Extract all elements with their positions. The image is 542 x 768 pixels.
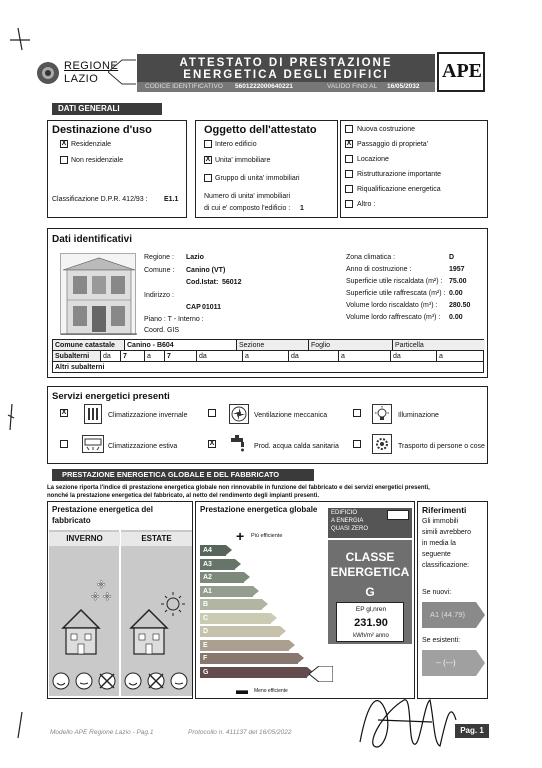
signature [360, 700, 456, 747]
se-esistenti-label: Se esistenti: [422, 637, 461, 644]
inverno-panel [49, 530, 120, 696]
anno-label: Anno di costruzione : [346, 266, 412, 273]
comune-label: Comune : [144, 267, 175, 274]
servizi-title: Servizi energetici presenti [52, 391, 170, 402]
valid-label: VALIDO FINO AL [327, 83, 378, 90]
ape-logo: APE [437, 52, 485, 92]
vol-raff-value: 0.00 [449, 314, 463, 321]
nuova-costruzione-label: Nuova costruzione [357, 126, 415, 133]
nuova-costruzione-checkbox[interactable] [345, 125, 353, 133]
radiator-icon [84, 404, 102, 424]
riqualificazione-label: Riqualificazione energetica [357, 186, 441, 193]
acqua-calda-checkbox[interactable]: X [209, 440, 215, 447]
classe-line-2: ENERGETICA [330, 565, 410, 579]
classe-value: G [365, 585, 375, 599]
region-name-line1: REGIONE [64, 60, 119, 72]
document-title-line1: ATTESTATO DI PRESTAZIONE [179, 57, 393, 69]
sub-a-label-2: a [243, 351, 289, 361]
estate-panel [121, 530, 192, 696]
coord-label: Coord. GIS [144, 327, 180, 334]
oggetto-box [195, 120, 338, 218]
globale-box [195, 501, 415, 699]
sub-da-label-2: da [197, 351, 243, 361]
sup-raff-label: Superficie utile raffrescata (m²) : [346, 290, 446, 297]
energy-class-label: A2 [203, 574, 212, 581]
sub-da-value: 7 [121, 351, 145, 361]
clima-invernale-label: Climatizzazione invernale [108, 412, 188, 419]
sub-da-label-3: da [289, 351, 339, 361]
comune-catastale-value: Canino - B604 [125, 340, 237, 350]
identificativi-box [47, 228, 488, 378]
illuminazione-checkbox[interactable] [353, 409, 361, 417]
energy-class-bar-a2 [200, 572, 244, 583]
classe-line-1: CLASSE [345, 550, 395, 564]
unita-immobiliare-checkbox[interactable]: X [205, 156, 211, 163]
prestazione-intro-1: La sezione riporta l'indice di prestazione energetica globale non rinnovabile in funzione del fabbricato e dei servizi energetici presenti, [47, 485, 430, 491]
servizi-box [47, 386, 488, 464]
ventilazione-checkbox[interactable] [208, 409, 216, 417]
riferimenti-text-3: in media la [422, 540, 456, 547]
fabbricato-box [47, 501, 193, 699]
vol-raff-label: Volume lordo raffrescato (m³) : [346, 314, 441, 321]
subalterni-label: Subalterni [53, 351, 101, 361]
locazione-label: Locazione [357, 156, 389, 163]
classe-panel [328, 540, 412, 644]
regione-value: Lazio [186, 254, 204, 261]
energy-class-bar-e [200, 640, 289, 651]
ep-label: EP gl,nren [355, 606, 387, 613]
energy-class-bar-g [200, 667, 307, 678]
sub-da-label: da [101, 351, 121, 361]
piu-efficiente-label: Più efficiente [251, 533, 283, 539]
se-esistenti-badge [422, 650, 485, 676]
nzeb-line-3: QUASI ZERO [331, 526, 369, 532]
locazione-checkbox[interactable] [345, 155, 353, 163]
energy-class-label: B [203, 601, 209, 608]
se-nuovi-label: Se nuovi: [422, 589, 452, 596]
destinazione-title: Destinazione d'uso [52, 124, 152, 136]
sub-a-label-4: a [439, 353, 443, 360]
numero-unita-label-2: di cui e' composto l'edificio : [204, 205, 291, 212]
energy-class-label: F [203, 655, 208, 662]
sezione-label: Sezione [237, 340, 309, 350]
svg-text:✣: ✣ [91, 592, 100, 603]
altri-subalterni-label: Altri subalterni [55, 364, 105, 371]
lightbulb-icon [372, 404, 392, 424]
acqua-calda-label: Prod. acqua calda sanitaria [254, 443, 339, 450]
air-conditioner-icon [82, 435, 104, 453]
passaggio-proprieta-label: Passaggio di proprieta' [357, 141, 428, 148]
region-logo [36, 58, 136, 88]
fan-icon [229, 404, 249, 424]
energy-class-bar-a4 [200, 545, 226, 556]
faucet-icon [228, 434, 250, 454]
energy-class-label: G [203, 668, 209, 676]
minus-icon: ▬ [236, 683, 248, 697]
se-nuovi-badge [422, 602, 485, 628]
nzeb-line-2: A ENERGIA [331, 518, 364, 524]
motivo-box [340, 120, 488, 218]
sup-risc-value: 75.00 [449, 278, 467, 285]
se-nuovi-value: A1 (44.79) [430, 610, 466, 619]
energy-class-bar-b [200, 599, 262, 610]
energy-class-label: A4 [203, 547, 212, 554]
cap-label: CAP [186, 304, 201, 311]
sup-raff-value: 0.00 [449, 290, 463, 297]
energy-class-label: A1 [203, 587, 212, 595]
piano-label: Piano : T - Interno : [144, 316, 204, 323]
valid-value: 16/05/2032 [387, 83, 420, 90]
sub-a-label: a [145, 351, 165, 361]
inverno-rating-icons [49, 670, 120, 694]
region-name-line2: LAZIO [64, 73, 99, 85]
foglio-label: Foglio [309, 340, 393, 350]
estate-rating-icons [121, 670, 192, 694]
nzeb-panel [328, 508, 412, 538]
energy-class-label: E [203, 641, 208, 649]
indirizzo-label: Indirizzo : [144, 292, 174, 299]
altro-checkbox[interactable] [345, 200, 353, 208]
inverno-label: INVERNO [49, 532, 120, 546]
sub-a-label-3: a [339, 351, 391, 361]
ep-unit: kWh/m² anno [353, 633, 389, 639]
sub-da-label-4: da [391, 351, 437, 361]
gruppo-unita-checkbox[interactable] [204, 174, 212, 182]
intero-edificio-checkbox[interactable] [204, 140, 212, 148]
nzeb-line-1: EDIFICIO [331, 510, 358, 516]
building-photo [60, 253, 136, 335]
riferimenti-title: Riferimenti [422, 505, 467, 515]
energy-class-bar-d [200, 626, 280, 637]
anno-value: 1957 [449, 266, 465, 273]
trasporto-label: Trasporto di persone o cose [398, 443, 485, 450]
estate-label: ESTATE [121, 532, 192, 546]
energy-class-label: A3 [203, 560, 212, 568]
gear-icon [372, 434, 392, 454]
codistat-label: Cod.Istat: [186, 279, 219, 286]
clima-estiva-checkbox[interactable] [60, 440, 68, 448]
oggetto-title: Oggetto dell'attestato [204, 124, 317, 136]
energy-class-bar-c [200, 613, 271, 624]
illuminazione-label: Illuminazione [398, 412, 439, 419]
svg-text:✣: ✣ [103, 592, 112, 603]
fabbricato-title-1: Prestazione energetica del [52, 505, 153, 514]
riferimenti-text-2: simili avrebbero [422, 529, 472, 536]
numero-unita-label-1: Numero di unita' immobiliari [204, 193, 291, 200]
riferimenti-box [417, 501, 488, 699]
non-residenziale-label: Non residenziale [71, 157, 124, 164]
trasporto-checkbox[interactable] [353, 440, 361, 448]
svg-text:✣: ✣ [97, 580, 106, 591]
ventilazione-label: Ventilazione meccanica [254, 412, 328, 419]
regione-label: Regione : [144, 254, 174, 261]
sub-a-value: 7 [165, 351, 197, 361]
globale-title: Prestazione energetica globale [200, 505, 318, 514]
numero-unita-value: 1 [300, 205, 304, 212]
prestazione-intro-2: nonché la prestazione energetica del fabbricato, al netto del rendimento degli impianti presenti. [47, 493, 320, 499]
meno-efficiente-label: Meno efficiente [254, 688, 288, 694]
title-bar [137, 54, 435, 92]
ristrutturazione-checkbox[interactable] [345, 170, 353, 178]
code-label: CODICE IDENTIFICATIVO [145, 83, 223, 90]
vol-risc-label: Volume lordo riscaldato (m³) : [346, 302, 438, 309]
classificazione-value: E1.1 [164, 196, 179, 203]
footer-protocol: Protocollo n. 411137 del 16/05/2022 [188, 729, 292, 736]
document-title-line2: ENERGETICA DEGLI EDIFICI [183, 69, 389, 81]
plus-icon: + [236, 528, 245, 544]
nzeb-checkbox[interactable] [387, 510, 409, 520]
ep-value: 231.90 [354, 617, 388, 629]
page-number: Pag. 1 [455, 724, 489, 738]
riferimenti-text-4: seguente [422, 551, 451, 558]
energy-class-label: D [203, 628, 209, 635]
altro-label: Altro : [357, 201, 376, 208]
zona-label: Zona climatica : [346, 254, 396, 261]
energy-class-label: C [203, 614, 209, 622]
residenziale-checkbox[interactable]: X [61, 140, 67, 147]
current-class-arrow [309, 666, 333, 682]
intero-edificio-label: Intero edificio [215, 141, 257, 148]
residenziale-label: Residenziale [71, 141, 112, 148]
clima-invernale-checkbox[interactable]: X [61, 409, 67, 416]
energy-class-bar-f [200, 653, 298, 664]
dati-generali-label: DATI GENERALI [52, 103, 162, 115]
clima-estiva-label: Climatizzazione estiva [108, 443, 178, 450]
riqualificazione-checkbox[interactable] [345, 185, 353, 193]
fabbricato-title-2: fabbricato [52, 516, 91, 525]
particella-label: Particella [393, 340, 485, 350]
riferimenti-text-1: Gli immobili [422, 518, 459, 525]
comune-catastale-label: Comune catastale [53, 340, 125, 350]
cap-value: 01011 [202, 304, 222, 311]
prestazione-label: PRESTAZIONE ENERGETICA GLOBALE E DEL FABBRICATO [52, 469, 314, 481]
riferimenti-text-5: classificazione: [422, 562, 470, 569]
comune-value: Canino (VT) [186, 267, 226, 274]
energy-class-bar-a1 [200, 586, 253, 597]
energy-class-bar-a3 [200, 559, 235, 570]
classificazione-label: Classificazione D.P.R. 412/93 : [52, 196, 148, 203]
identificativi-title: Dati identificativi [52, 234, 133, 245]
codistat-value: 56012 [222, 279, 242, 286]
gruppo-unita-label: Gruppo di unita' immobiliari [215, 175, 300, 182]
sup-risc-label: Superficie utile riscaldata (m²) : [346, 278, 443, 285]
building-image [61, 254, 137, 336]
region-emblem-icon [36, 61, 60, 85]
non-residenziale-checkbox[interactable] [60, 156, 68, 164]
destinazione-box [47, 120, 187, 218]
unita-immobiliare-label: Unita' immobiliare [215, 157, 271, 164]
vol-risc-value: 280.50 [449, 302, 471, 309]
ristrutturazione-label: Ristrutturazione importante [357, 171, 442, 178]
passaggio-proprieta-checkbox[interactable]: X [346, 140, 352, 147]
catasto-row-3 [52, 361, 484, 373]
se-esistenti-value: -- (---) [436, 658, 456, 667]
footer-model: Modello APE Regione Lazio - Pag.1 [50, 729, 154, 736]
energy-scale [200, 545, 340, 685]
zona-value: D [449, 254, 455, 261]
code-value: 5601222000640221 [235, 83, 293, 90]
